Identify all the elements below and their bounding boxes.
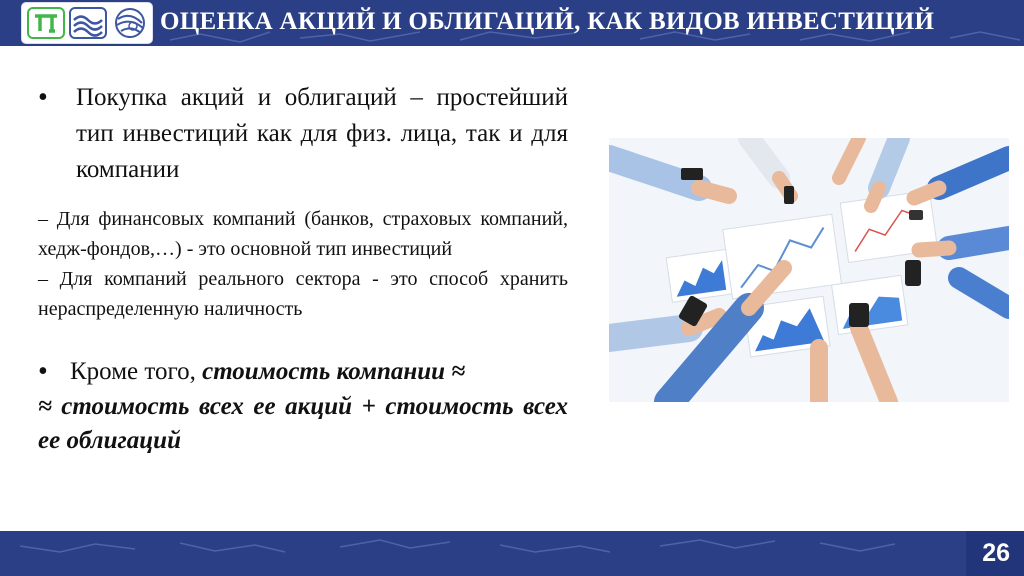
bullet-item-1 — [38, 80, 568, 188]
footer-pattern — [0, 531, 1024, 576]
slide-content — [38, 80, 568, 458]
header-bar — [0, 0, 1024, 46]
bullet-item-2 — [38, 354, 568, 390]
bullet-2-emph-2: ≈ стоимость всех ее акций + стоимость всех ее облигаций — [38, 393, 568, 454]
sub-item-2: – Для компаний реального сектора - это способ хранить нераспределенную наличность — [38, 268, 568, 320]
bullet-2-lead: Кроме того, — [70, 358, 203, 385]
bullet-2-emph-1: стоимость компании ≈ — [202, 358, 466, 385]
bullet-dot: • — [38, 356, 48, 387]
sub-item-1: – Для финансовых компаний (банков, страховых компаний, хедж-фондов,…) - это основной тип инвестиций — [38, 208, 568, 260]
slide-title: ОЦЕНКА АКЦИЙ И ОБЛИГАЦИЙ, КАК ВИДОВ ИНВЕСТИЦИЙ — [160, 8, 935, 35]
page-number: 26 — [982, 539, 1010, 567]
bullet-dot: • — [38, 82, 48, 113]
bullet-text-2 — [70, 354, 465, 390]
logo-group — [22, 3, 152, 43]
footer-bar — [0, 531, 1024, 576]
pi-logo-icon — [27, 7, 65, 39]
meeting-illustration — [609, 138, 1009, 402]
wave-logo-icon — [69, 7, 107, 39]
bullet-text-1: Покупка акций и облигаций – простейший тип инвестиций как для физ. лица, так и для компании — [76, 84, 568, 183]
business-meeting-photo — [609, 138, 1009, 402]
globe-logo-icon — [111, 7, 149, 39]
